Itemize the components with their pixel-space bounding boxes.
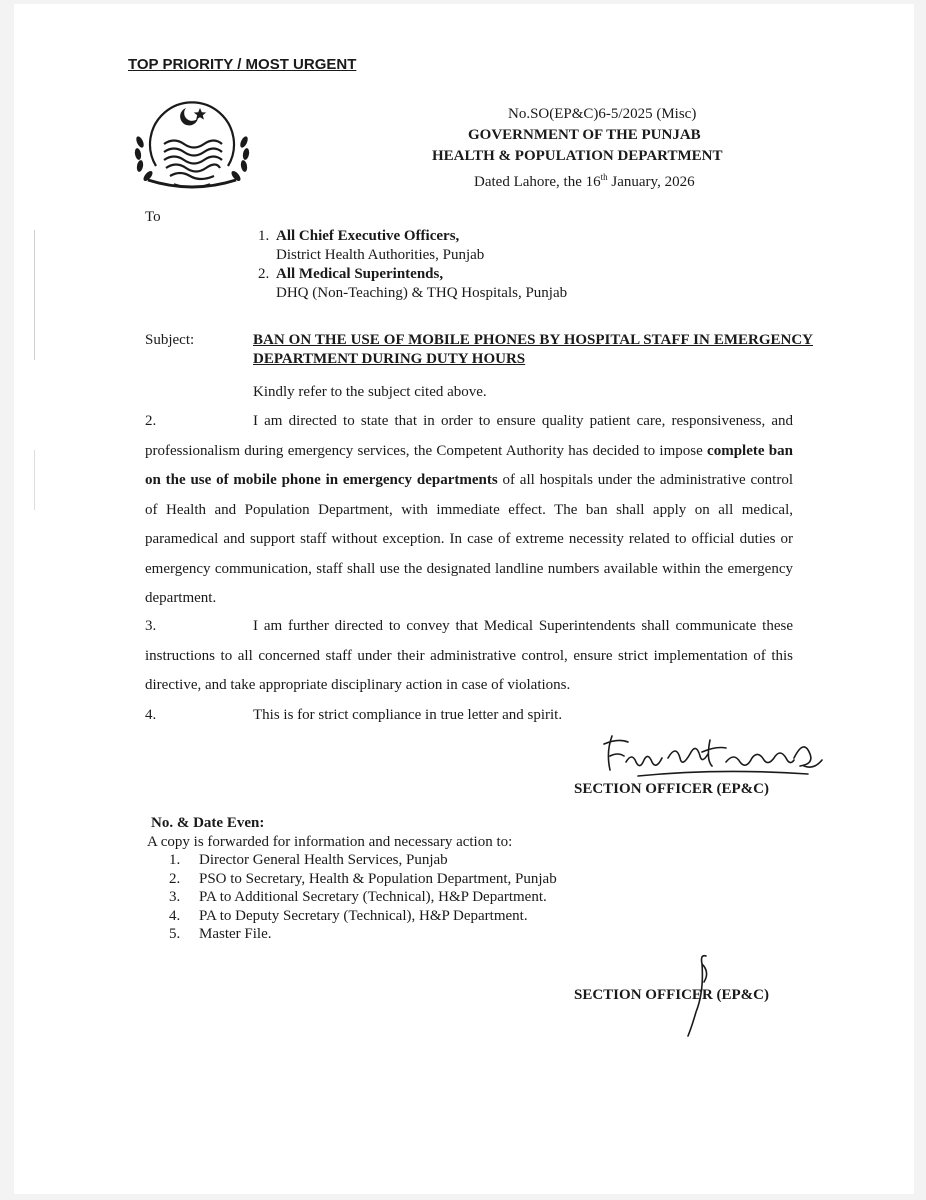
page-edge-line (34, 450, 35, 510)
list-item: 4. PA to Deputy Secretary (Technical), H&P Department. (169, 907, 528, 924)
paragraph-4: 4. This is for strict compliance in true letter and spirit. (145, 707, 563, 723)
government-name: GOVERNMENT OF THE PUNJAB (468, 127, 701, 143)
copy-heading: No. & Date Even: (151, 815, 265, 831)
paragraph-2: 2. I am directed to state that in order to ensure quality patient care, responsiveness, and professionalism during emergency services, the Competent Authority has decided to impose complete ban on the use of mobile phone in emergency departments of all hospitals under the administrative control of Health and Population Department, with immediate effect. The ban shall apply on all medical, paramedical and support staff without exception. In case of extreme necessity related to official duties or emergency communication, staff shall use the designated landline numbers available within the emergency department. (145, 413, 793, 606)
initial-signature-icon (680, 952, 720, 1040)
reference-line: Kindly refer to the subject cited above. (253, 384, 487, 400)
paragraph-3: 3. I am further directed to convey that Medical Superintendents shall communicate these instructions to all concerned staff under their administrative control, ensure strict implementation of this directive, and take appropriate disciplinary action in case of violations. (145, 618, 793, 693)
subject-label: Subject: (145, 332, 195, 348)
list-item: 3. PA to Additional Secretary (Technical), H&P Department. (169, 889, 547, 905)
list-item: 2. PSO to Secretary, Health & Population Department, Punjab (169, 870, 557, 887)
page-edge-line (34, 230, 35, 360)
subject-text: BAN ON THE USE OF MOBILE PHONES BY HOSPITAL STAFF IN EMERGENCY DEPARTMENT DURING DUTY HOURS (253, 332, 813, 367)
to-label: To (145, 209, 161, 225)
issue-date: Dated Lahore, the 16th January, 2026 (474, 172, 695, 190)
priority-heading: TOP PRIORITY / MOST URGENT (128, 56, 357, 73)
letterhead (420, 104, 840, 193)
reference-number: No.SO(EP&C)6-5/2025 (Misc) (508, 106, 697, 122)
punjab-emblem-icon (126, 94, 258, 196)
department-name: HEALTH & POPULATION DEPARTMENT (432, 148, 723, 164)
copy-intro: A copy is forwarded for information and necessary action to: (147, 833, 513, 850)
list-item: 1. All Chief Executive Officers, District Health Authorities, Punjab (258, 228, 485, 263)
signatory-title: SECTION OFFICER (EP&C) (574, 987, 770, 1003)
signature-icon (598, 722, 826, 784)
copy-distribution (147, 814, 557, 944)
list-item: 2. All Medical Superintends, DHQ (Non-Teaching) & THQ Hospitals, Punjab (258, 266, 568, 301)
signatory-title: SECTION OFFICER (EP&C) (574, 781, 770, 797)
addressee-list (258, 227, 567, 303)
copy-list (147, 851, 557, 944)
list-item: 5. Master File. (169, 926, 272, 942)
list-item: 1. Director General Health Services, Punjab (169, 852, 448, 868)
